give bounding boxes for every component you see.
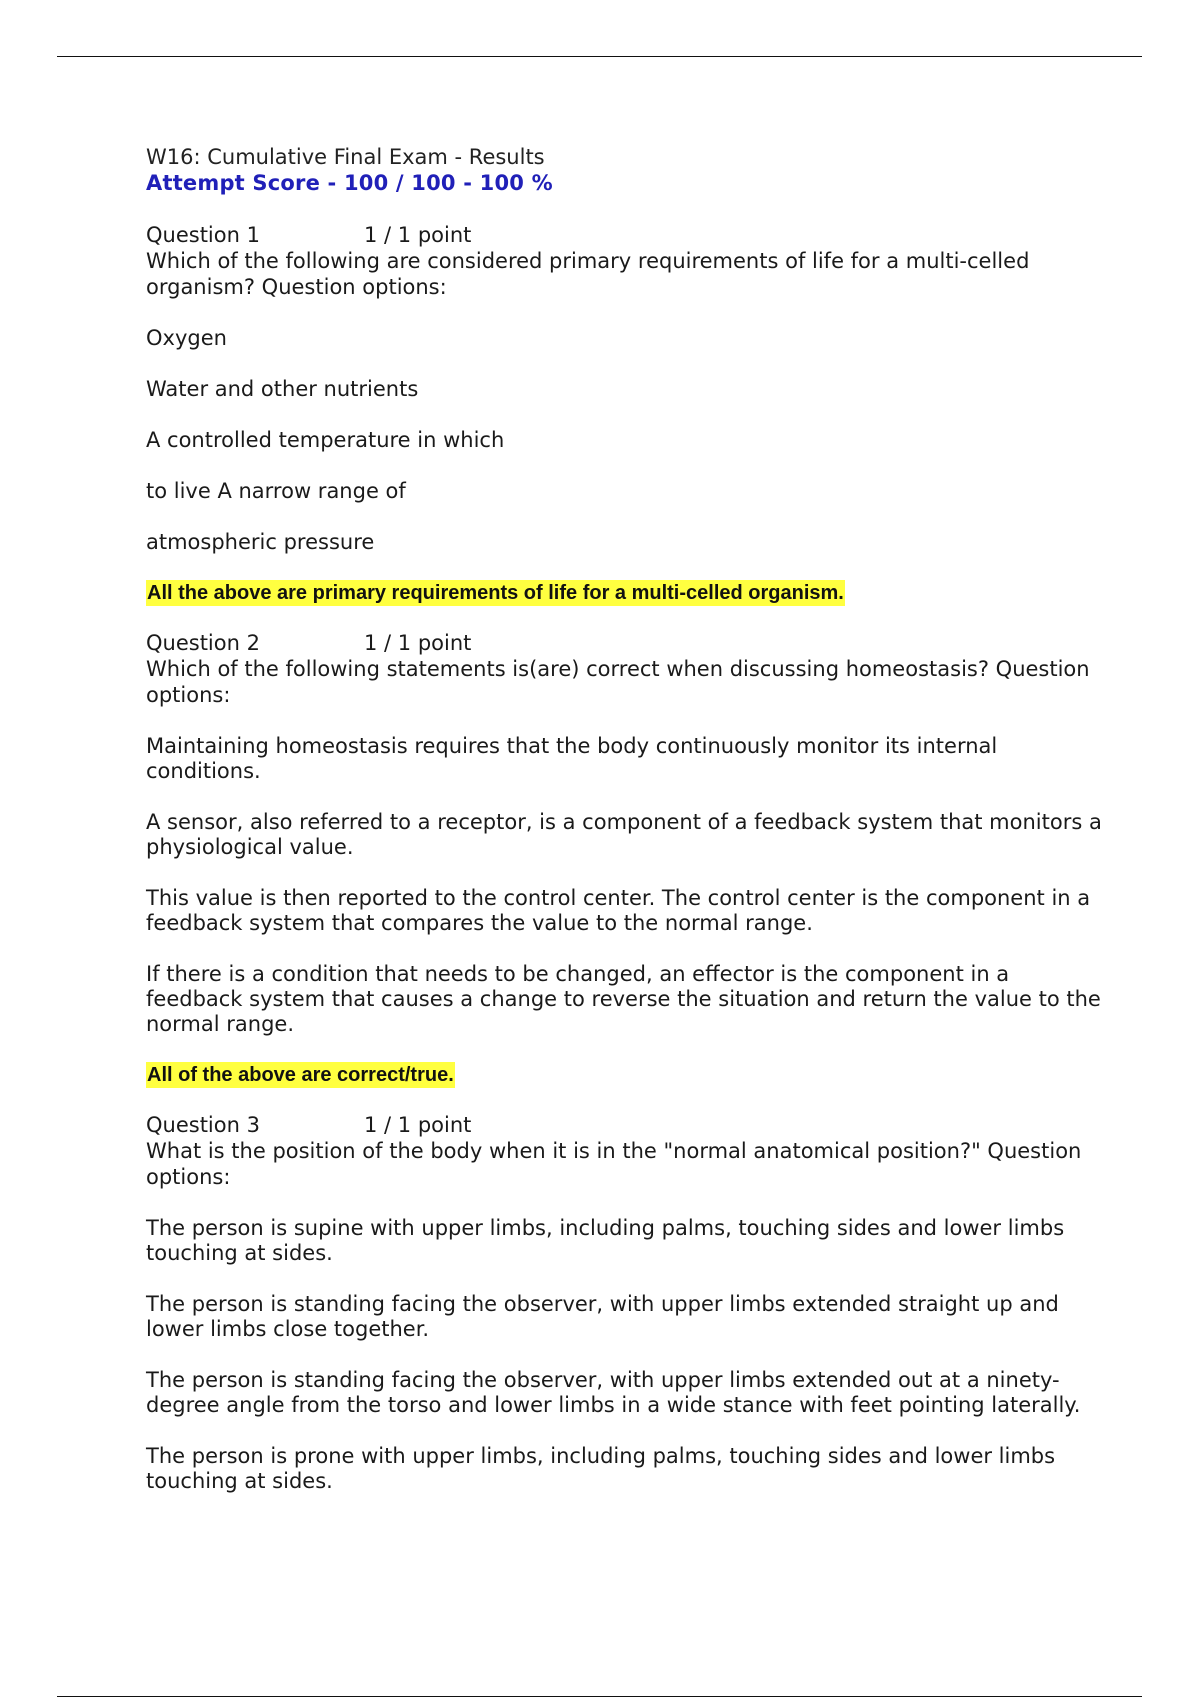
answer-option: This value is then reported to the control center. The control center is the component in a feedback system that compares the value to the normal range. (146, 886, 1091, 935)
answer-option: A sensor, also referred to a receptor, is a component of a feedback system that monitors a physiological value. (146, 810, 1102, 859)
highlighted-answer: All the above are primary requirements of life for a multi-celled organism. (147, 582, 844, 604)
answer-option: The person is supine with upper limbs, including palms, touching sides and lower limbs touching at sides. (146, 1216, 1065, 1265)
answer-option: A controlled temperature in which (146, 428, 505, 452)
answer-option: atmospheric pressure (146, 530, 375, 554)
exam-results-content (146, 144, 1106, 1494)
question-text: Which of the following statements is(are) correct when discussing homeostasis? Question options: (146, 657, 1090, 707)
answer-option: to live A narrow range of (146, 479, 406, 503)
question-header (146, 1112, 1106, 1138)
answer-option: Water and other nutrients (146, 377, 419, 401)
question-2 (146, 630, 1106, 1088)
question-3 (146, 1112, 1106, 1494)
question-1 (146, 222, 1106, 606)
answer-option: Maintaining homeostasis requires that the body continuously monitor its internal conditions. (146, 734, 998, 783)
question-text: Which of the following are considered primary requirements of life for a multi-celled organism? Question options: (146, 249, 1030, 299)
answer-option: The person is standing facing the observer, with upper limbs extended straight up and lower limbs close together. (146, 1292, 1059, 1341)
question-number: Question 3 (146, 1113, 260, 1137)
answer-option: The person is standing facing the observer, with upper limbs extended out at a ninety-degree angle from the torso and lower limbs in a wide stance with feet pointing laterally. (146, 1368, 1081, 1417)
highlighted-answer: All of the above are correct/true. (147, 1064, 454, 1086)
question-number: Question 2 (146, 631, 260, 655)
answer-option: If there is a condition that needs to be changed, an effector is the component in a feedback system that causes a change to reverse the situation and return the value to the normal range. (146, 962, 1101, 1036)
attempt-score: Attempt Score - 100 / 100 - 100 % (146, 171, 553, 195)
question-points: 1 / 1 point (364, 223, 472, 247)
answer-option: The person is prone with upper limbs, including palms, touching sides and lower limbs touching at sides. (146, 1444, 1056, 1493)
question-header (146, 630, 1106, 656)
question-points: 1 / 1 point (364, 631, 472, 655)
top-rule (57, 56, 1142, 57)
question-text: What is the position of the body when it is in the "normal anatomical position?" Question options: (146, 1139, 1082, 1189)
bottom-rule (57, 1696, 1142, 1697)
question-number: Question 1 (146, 223, 260, 247)
question-points: 1 / 1 point (364, 1113, 472, 1137)
question-header (146, 222, 1106, 248)
answer-option: Oxygen (146, 326, 227, 350)
page-title: W16: Cumulative Final Exam - Results (146, 145, 545, 169)
